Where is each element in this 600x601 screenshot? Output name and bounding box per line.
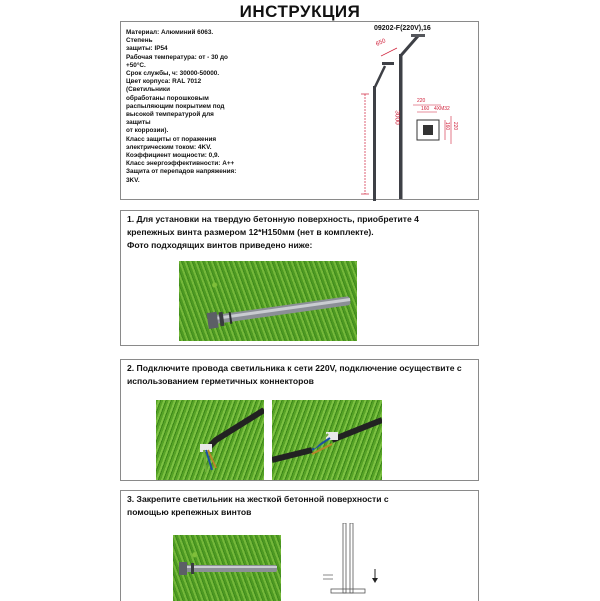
anchor-bolt-photo [179,261,357,341]
step-1-line: 1. Для установки на твердую бетонную поверхность, приобретите 4 [127,214,419,224]
spec-line: от коррозии). [126,127,169,135]
wire-connect-photo-2 [272,400,382,480]
spec-line: высокой температурой для защиты [126,111,214,127]
step-1-line: крепежных винта размером 12*Н150мм (нет в комплекте). [127,227,374,237]
step-1-section [120,210,479,346]
step-3-line: 3. Закрепите светильник на жесткой бетонной поверхности с [127,494,389,504]
spec-section [120,21,479,200]
spec-line: Материал: Алюминий 6063. Степень [126,29,214,45]
spec-line: Класс защиты от поражения [126,135,217,143]
step-2-line: 2. Подключите провода светильника к сети 220V, подключение осуществите с [127,363,462,373]
step-3-text [127,493,472,519]
plate-outer-label: 220 [417,98,426,104]
spec-line: распыляющим покрытием под [126,102,225,110]
step-3-section [120,490,479,601]
step-3-line: помощью крепежных винтов [127,507,252,517]
spec-line: Срок службы, ч: 30000-50000. [126,70,220,78]
spec-line: Коэффициент мощности: 0,9. [126,152,220,160]
spec-line: 3KV. [126,176,140,184]
plate-side-outer-label: 220 [452,121,459,131]
step-2-line: использованием герметичных коннекторов [127,376,314,386]
step-1-text [127,213,472,252]
plate-inner-label: 160 [421,106,430,112]
spec-line: защиты: IP54 [126,45,168,53]
arm-length-label: 650 [375,38,387,48]
spec-line: электрическим током: 4KV. [126,143,212,151]
step-1-line: Фото подходящих винтов приведено ниже: [127,240,313,250]
bolt-photo [173,535,281,601]
step-2-text [127,362,472,388]
spec-line: Рабочая температура: от - 30 до [126,53,228,61]
model-number: 09202-F(220V),16 [374,25,431,32]
spec-line: Цвет корпуса: RAL 7012 (Светильники [126,78,202,94]
step-2-section [120,359,479,481]
page-title: ИНСТРУКЦИЯ [239,2,361,21]
plate-side-inner-label: 160 [444,121,451,131]
spec-line: обработаны порошковым [126,94,209,102]
height-label: 3000 [393,110,401,125]
mounting-drawing [317,523,397,601]
spec-line: Класс энергоэффективности: А++ [126,160,235,168]
spec-list [126,29,238,185]
bolt-label: 4ХМ32 [434,106,450,112]
wire-connect-photo-1 [156,400,264,480]
spec-line: Защита от перепадов напряжения: [126,168,237,176]
spec-line: +50°С. [126,61,146,69]
